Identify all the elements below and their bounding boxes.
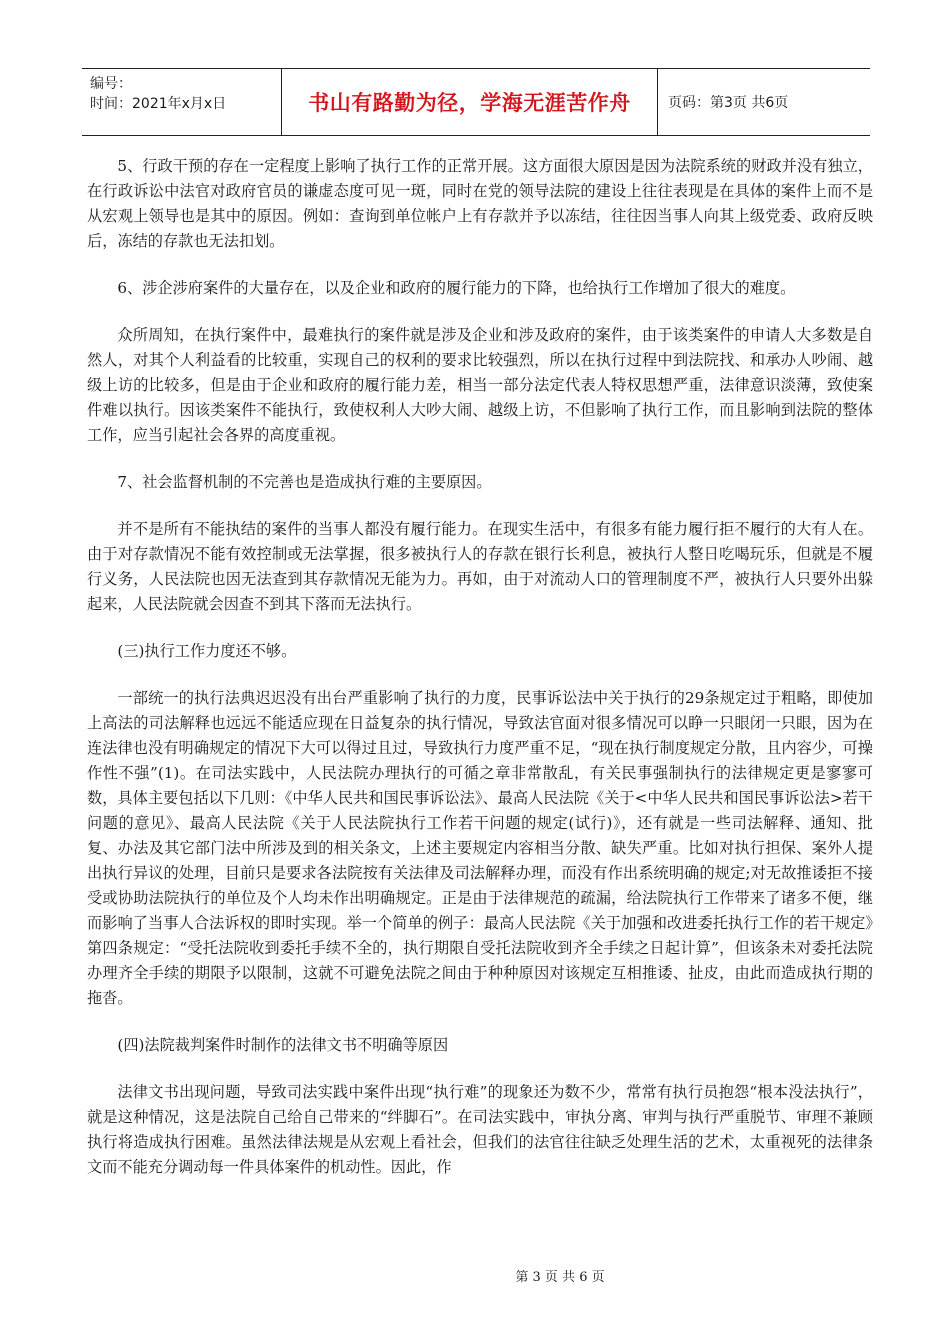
header-date: 时间：2021年x月x日 <box>90 96 227 112</box>
header-meta <box>82 69 282 135</box>
page-footer: 第 3 页 共 6 页 <box>515 1270 605 1285</box>
paragraph: 法律文书出现问题，导致司法实践中案件出现“执行难”的现象还为数不少，常常有执行员抱怨“根本没法执行”，就是这种情况，这是法院自己给自己带来的“绊脚石”。在司法实践中，审执分离、审判与执行严重脱节、审理不兼顾执行将造成执行困难。虽然法律法规是从宏观上看社会，但我们的法官往往缺乏处理生活的艺术，太重视死的法律条文而不能充分调动每一件具体案件的机动性。因此，作 <box>87 1083 873 1176</box>
paragraph: 6、涉企涉府案件的大量存在，以及企业和政府的履行能力的下降，也给执行工作增加了很大的难度。 <box>117 279 796 297</box>
paragraph: 并不是所有不能执结的案件的当事人都没有履行能力。在现实生活中，有很多有能力履行拒不履行的大有人在。由于对存款情况不能有效控制或无法掌握，很多被执行人的存款在银行长利息，被执行人整日吃喝玩乐，但就是不履行义务，人民法院也因无法查到其存款情况无能为力。再如，由于对流动人口的管理制度不严，被执行人只要外出躲起来，人民法院就会因查不到其下落而无法执行。 <box>87 520 873 613</box>
paragraph: 众所周知，在执行案件中，最难执行的案件就是涉及企业和涉及政府的案件，由于该类案件的申请人大多数是自然人，对其个人利益看的比较重，实现自己的权利的要求比较强烈，所以在执行过程中到法院找、和承办人吵闹、越级上访的比较多，但是由于企业和政府的履行能力差，相当一部分法定代表人特权思想严重，法律意识淡薄，致使案件难以执行。因该类案件不能执行，致使权利人大吵大闹、越级上访，不但影响了执行工作，而且影响到法院的整体工作，应当引起社会各界的高度重视。 <box>87 326 873 444</box>
header-page-info: 页码：第3页 共6页 <box>668 95 789 111</box>
section-heading: (四)法院裁判案件时制作的法律文书不明确等原因 <box>117 1036 449 1054</box>
paragraph: 一部统一的执行法典迟迟没有出台严重影响了执行的力度，民事诉讼法中关于执行的29条规定过于粗略，即使加上高法的司法解释也远远不能适应现在日益复杂的执行情况，导致法官面对很多情况可以睁一只眼闭一只眼，因为在连法律也没有明确规定的情况下大可以得过且过，导致执行力度严重不足，“现在执行制度规定分散，且内容少，可操作性不强”(1)。在司法实践中，人民法院办理执行的可循之章非常散乱，有关民事强制执行的法律规定更是寥寥可数，具体主要包括以下几则：《中华人民共和国民事诉讼法》、最高人民法院《关于<中华人民共和国民事诉讼法>若干问题的意见》、最高人民法院《关于人民法院执行工作若干问题的规定(试行)》，还有就是一些司法解释、通知、批复、办法及其它部门法中所涉及到的相关条文，上述主要规定内容相当分散、缺失严重。比如对执行担保、案外人提出执行异议的处理，目前只是要求各法院按有关法律及司法解释办理，而没有作出系统明确的规定;对无故推诿拒不接受或协助法院执行的单位及个人均未作出明确规定。正是由于法律规范的疏漏，给法院执行工作带来了诸多不便，继而影响了当事人合法诉权的即时实现。举一个简单的例子：最高人民法院《关于加强和改进委托执行工作的若干规定》第四条规定：“受托法院收到委托手续不全的，执行期限自受托法院收到齐全手续之日起计算”，但该条未对委托法院办理齐全手续的期限予以限制，这就不可避免法院之间由于种种原因对该规定互相推诿、扯皮，由此而造成执行期的拖沓。 <box>87 689 873 1007</box>
header-motto: 书山有路勤为径，学海无涯苦作舟 <box>282 69 658 135</box>
paragraph: 7、社会监督机制的不完善也是造成执行难的主要原因。 <box>117 473 492 491</box>
paragraph: 5、行政干预的存在一定程度上影响了执行工作的正常开展。这方面很大原因是因为法院系统的财政并没有独立， 在行政诉讼中法官对政府官员的谦虚态度可见一斑，同时在党的领导法院的建设上往往表现是在具体的案件上而不是从宏观上领导也是其中的原因。例如：查询到单位帐户上有存款并予以冻结，往往因当事人向其上级党委、政府反映后，冻结的存款也无法扣划。 <box>87 157 873 250</box>
document-body <box>87 154 873 1202</box>
header-number-label: 编号： <box>90 76 132 92</box>
page-header <box>82 68 870 136</box>
section-heading: (三)执行工作力度还不够。 <box>117 642 297 660</box>
